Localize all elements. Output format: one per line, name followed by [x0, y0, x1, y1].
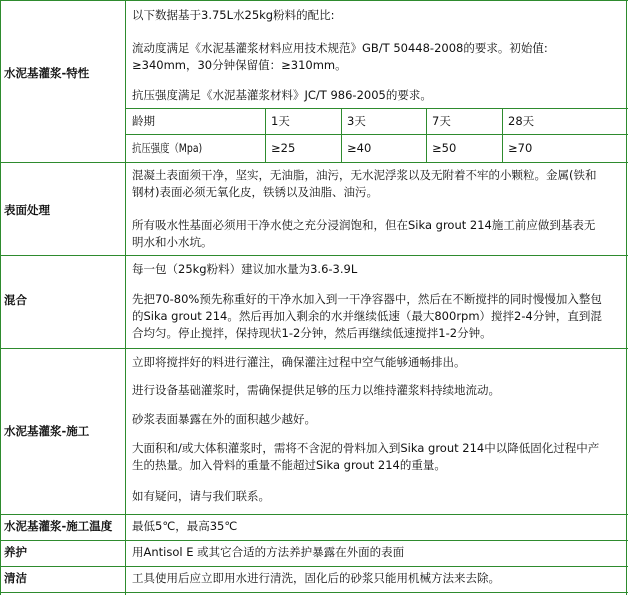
temperature-label: 水泥基灌浆-施工温度: [4, 519, 113, 533]
application-paragraph: 立即将搅拌好的料进行灌注，确保灌注过程中空气能够通畅排出。: [132, 355, 466, 369]
grid-line: [426, 108, 427, 162]
application-label: 水泥基灌浆-施工: [4, 424, 90, 438]
grid-line: [0, 0, 628, 1]
strength-value: ≥50: [432, 141, 457, 155]
properties-paragraph: 以下数据基于3.75L水25kg粉料的配比:: [132, 8, 335, 22]
curing-label: 养护: [4, 545, 27, 559]
properties-paragraph: 抗压强度满足《水泥基灌浆材料》JC/T 986-2005的要求。: [132, 88, 432, 102]
application-paragraph: 进行设备基础灌浆时，需确保提供足够的压力以维持灌浆料持续地流动。: [132, 383, 500, 397]
age-value: 7天: [432, 114, 451, 128]
surface-paragraph: 明水和小水坑。: [132, 235, 213, 249]
curing-value: 用Antisol E 或其它合适的方法养护暴露在外面的表面: [132, 545, 405, 559]
grid-line: [341, 108, 342, 162]
grid-line: [0, 566, 628, 567]
strength-value: ≥40: [347, 141, 372, 155]
grid-line: [126, 134, 628, 135]
grid-line: [265, 108, 266, 162]
surface-label: 表面处理: [4, 203, 50, 217]
application-paragraph: 生的热量。加入骨料的重量不能超过Sika grout 214的重量。: [132, 458, 446, 472]
grid-line: [0, 540, 628, 541]
grid-line: [0, 0, 1, 595]
grid-line: [0, 514, 628, 515]
grid-line: [0, 592, 628, 593]
mixing-label: 混合: [4, 293, 27, 307]
mixing-paragraph: 的Sika grout 214。然后再加入剩余的水并继续低速（最大800rpm）搅拌2-4分钟，直到混: [132, 309, 602, 323]
mixing-paragraph: 每一包（25kg粉料）建议加水量为3.6-3.9L: [132, 262, 358, 276]
grid-line: [126, 108, 628, 109]
age-value: 1天: [271, 114, 290, 128]
application-paragraph: 砂浆表面暴露在外的面积越少越好。: [132, 412, 316, 426]
grid-line: [626, 0, 627, 595]
grid-line: [0, 162, 628, 163]
strength-value: ≥70: [508, 141, 533, 155]
properties-paragraph: ≥340mm，30分钟保留值：≥310mm。: [132, 58, 347, 72]
temperature-value: 最低5℃，最高35℃: [132, 519, 238, 533]
mixing-paragraph: 先把70-80%预先称重好的干净水加入到一干净容器中，然后在不断搅拌的同时慢慢加入整包: [132, 292, 602, 306]
grid-line: [502, 108, 503, 162]
grid-line: [125, 0, 126, 595]
properties-label: 水泥基灌浆-特性: [4, 66, 90, 80]
mixing-paragraph: 合均匀。停止搅拌，保持现状1-2分钟，然后再继续低速搅拌1-2分钟。: [132, 326, 492, 340]
strength-value: ≥25: [271, 141, 296, 155]
surface-paragraph: 钢材)表面必须无氧化皮，铁锈以及油脂、油污。: [132, 185, 378, 199]
strength-label: 抗压强度（Mpa): [132, 141, 203, 155]
surface-paragraph: 所有吸水性基面必须用干净水使之充分浸润饱和，但在Sika grout 214施工前应做到基表无: [132, 218, 596, 232]
application-paragraph: 大面积和/或大体积灌浆时，需将不含泥的骨料加入到Sika grout 214中以降低固化过程中产: [132, 441, 600, 455]
age-value: 3天: [347, 114, 366, 128]
surface-paragraph: 混凝土表面须干净，坚实，无油脂，油污，无水泥浮浆以及无附着不牢的小颗粒。金属(铁和: [132, 168, 597, 182]
age-label: 龄期: [132, 114, 155, 128]
cleaning-label: 清洁: [4, 571, 27, 585]
age-value: 28天: [508, 114, 535, 128]
grid-line: [0, 255, 628, 256]
properties-paragraph: 流动度满足《水泥基灌浆材料应用技术规范》GB/T 50448-2008的要求。初始值:: [132, 41, 548, 55]
application-paragraph: 如有疑问，请与我们联系。: [132, 489, 270, 503]
grid-line: [0, 348, 628, 349]
cleaning-value: 工具使用后应立即用水进行清洗，固化后的砂浆只能用机械方法来去除。: [132, 571, 500, 585]
